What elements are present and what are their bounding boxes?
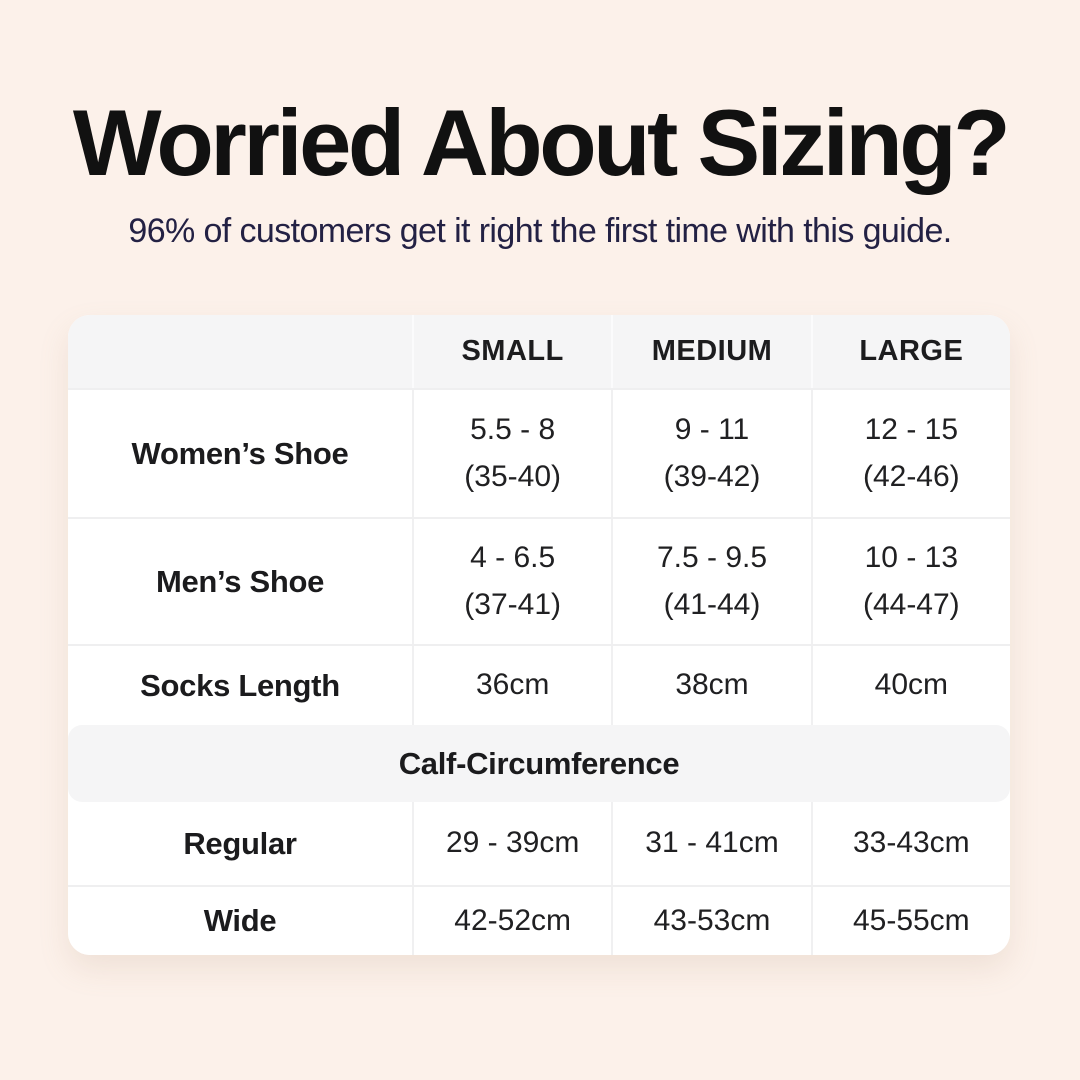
- column-header-large: LARGE: [811, 315, 1010, 388]
- cell-value-line: 4 - 6.5: [470, 541, 556, 574]
- column-header-small: SMALL: [412, 315, 611, 388]
- header-empty-cell: [68, 315, 412, 388]
- cell-value-line: 10 - 13: [864, 541, 959, 574]
- cell-value-line: 40cm: [874, 668, 948, 702]
- table-row-mens-shoe: [68, 517, 1010, 644]
- cell-value-line: 36cm: [475, 668, 550, 702]
- table-row-womens-shoe: [68, 388, 1010, 517]
- cell-regular-large: [811, 802, 1010, 885]
- cell-mens-small: [412, 519, 611, 644]
- cell-womens-medium: [611, 390, 810, 517]
- page-title: Worried About Sizing?: [72, 90, 1008, 195]
- cell-value-line: 29 - 39cm: [445, 826, 580, 860]
- table-row-socks-length: [68, 644, 1010, 725]
- column-header-medium: MEDIUM: [611, 315, 810, 388]
- cell-value-line: 33-43cm: [852, 826, 970, 860]
- cell-value-line: (39-42): [663, 459, 761, 493]
- cell-mens-large: [811, 519, 1010, 644]
- cell-socks-small: [412, 646, 611, 725]
- cell-wide-small: [412, 887, 611, 955]
- cell-mens-medium: [611, 519, 810, 644]
- cell-value-line: 9 - 11: [674, 413, 750, 446]
- cell-wide-large: [811, 887, 1010, 955]
- cell-value-line: (44-47): [862, 587, 960, 621]
- table-header-row: [68, 315, 1010, 388]
- row-label-socks-length: Socks Length: [140, 667, 340, 703]
- cell-value-line: 43-53cm: [653, 903, 771, 937]
- cell-socks-medium: [611, 646, 810, 725]
- row-label-regular: Regular: [183, 825, 297, 861]
- cell-regular-small: [412, 802, 611, 885]
- cell-value-line: (41-44): [663, 587, 761, 621]
- cell-socks-large: [811, 646, 1010, 725]
- cell-womens-large: [811, 390, 1010, 517]
- table-row-regular: [68, 802, 1010, 885]
- section-header-calf-circumference: [68, 725, 1010, 802]
- cell-value-line: (35-40): [464, 459, 562, 493]
- cell-value-line: (42-46): [862, 459, 960, 493]
- cell-wide-medium: [611, 887, 810, 955]
- hero-section: [0, 0, 1080, 251]
- cell-value-line: 5.5 - 8: [470, 413, 556, 446]
- cell-value-line: 45-55cm: [852, 903, 970, 937]
- section-header-label: Calf-Circumference: [398, 745, 680, 781]
- cell-value-line: 42-52cm: [454, 903, 572, 937]
- cell-value-line: (37-41): [464, 587, 562, 621]
- row-label-wide: Wide: [203, 903, 277, 938]
- cell-regular-medium: [611, 802, 810, 885]
- cell-value-line: 7.5 - 9.5: [656, 541, 768, 574]
- size-guide-table: [68, 315, 1010, 955]
- table-row-wide: [68, 885, 1010, 955]
- page-subtitle: 96% of customers get it right the first time with this guide.: [128, 212, 952, 250]
- row-label-womens-shoe: Women’s Shoe: [131, 435, 349, 471]
- cell-value-line: 12 - 15: [864, 413, 959, 446]
- cell-value-line: 31 - 41cm: [645, 826, 779, 860]
- cell-womens-small: [412, 390, 611, 517]
- cell-value-line: 38cm: [675, 668, 749, 702]
- row-label-mens-shoe: Men’s Shoe: [155, 563, 325, 599]
